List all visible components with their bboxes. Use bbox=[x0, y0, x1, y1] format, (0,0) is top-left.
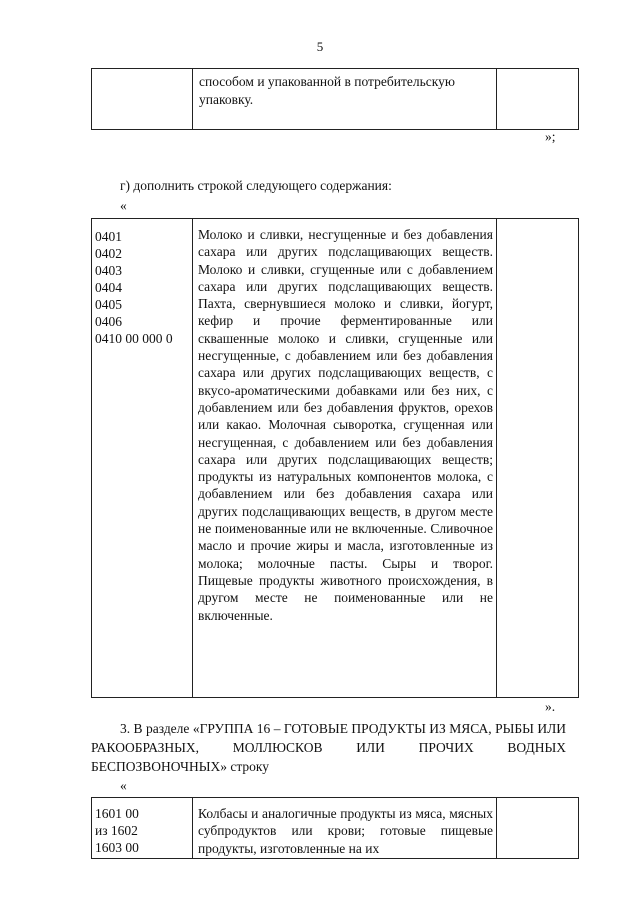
opening-quote: « bbox=[120, 778, 127, 793]
description-text: Молоко и сливки, несгущенные и без добавления сахара или других подслащивающих веществ. Молоко и сливки, сгущенные или с добавлением сахара или других подслащивающих веществ. Пахта, свернувшиеся молоко и сливки, йогурт, кефир и прочие ферментированные или сквашенные молоко и сливки, сгущенные или несгущенные, с добавлением или без добавления сахара или других подслащивающих веществ, с вкусо-ароматическими добавками или без них, с добавлением или без добавления фруктов, орехов или какао. Молочная сыворотка, сгущенная или несгущенная, с добавлением или без добавления сахара или других подслащивающих веществ; продукты из натуральных компонентов молока, с добавлением или без добавления сахара или других подслащивающих веществ, в другом месте не поименованные или не включенные. Сливочное масло и прочие жиры и масла, изготовленные из молока; молочные пасты. Сыры и творог. Пищевые продукты животного происхождения, в другом месте не поименованные или не включенные. bbox=[198, 227, 493, 623]
extra-cell bbox=[497, 219, 579, 698]
code-item: 0405 bbox=[95, 297, 122, 312]
closing-quote: »; bbox=[545, 129, 556, 144]
table-meat-products bbox=[91, 797, 579, 859]
paragraph-section-3: 3. В разделе «ГРУППА 16 – ГОТОВЫЕ ПРОДУКТЫ ИЗ МЯСА, РЫБЫ ИЛИ РАКООБРАЗНЫХ, МОЛЛЮСКОВ ИЛИ ПРОЧИХ ВОДНЫХ БЕСПОЗВОНОЧНЫХ» строку bbox=[91, 721, 566, 774]
code-item: 0402 bbox=[95, 246, 122, 261]
extra-cell bbox=[497, 798, 579, 859]
page-number: 5 bbox=[316, 39, 324, 54]
code-item: 0410 00 000 0 bbox=[95, 331, 173, 346]
codes-cell bbox=[92, 798, 193, 859]
table-continuation bbox=[91, 68, 579, 130]
description-line: упаковку. bbox=[199, 92, 254, 107]
opening-quote: « bbox=[120, 198, 127, 213]
codes-cell bbox=[92, 219, 193, 698]
description-text: Колбасы и аналогичные продукты из мяса, мясных субпродуктов или крови; готовые пищевые продукты, изготовленные на их bbox=[198, 806, 493, 856]
description-cell bbox=[193, 798, 497, 859]
code-cell bbox=[92, 69, 193, 130]
code-item: 0406 bbox=[95, 314, 122, 329]
description-cell bbox=[193, 219, 497, 698]
code-item: 1603 00 bbox=[95, 840, 139, 855]
table-row bbox=[92, 69, 579, 130]
extra-cell bbox=[497, 69, 579, 130]
table-row bbox=[92, 219, 579, 698]
code-item: из 1602 bbox=[95, 823, 138, 838]
code-item: 0403 bbox=[95, 263, 122, 278]
instruction-text: г) дополнить строкой следующего содержания: bbox=[120, 178, 392, 193]
code-item: 0401 bbox=[95, 229, 122, 244]
table-row bbox=[92, 798, 579, 859]
table-milk-products bbox=[91, 218, 579, 698]
closing-quote: ». bbox=[545, 699, 556, 714]
code-item: 0404 bbox=[95, 280, 122, 295]
description-cell bbox=[193, 69, 497, 130]
code-item: 1601 00 bbox=[95, 806, 139, 821]
description-line: способом и упакованной в потребительскую bbox=[199, 74, 455, 89]
